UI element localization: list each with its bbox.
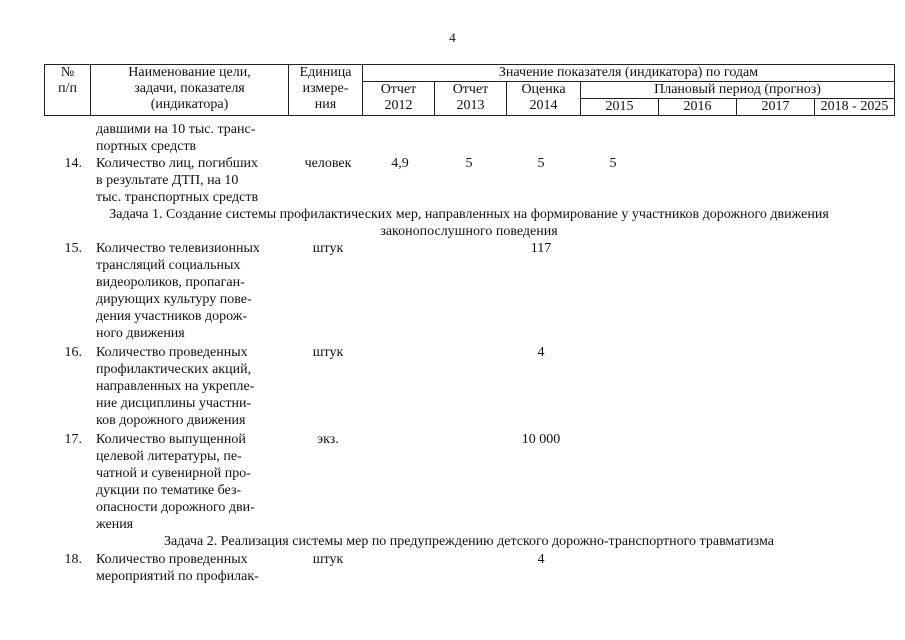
indicator-name: давшими на 10 тыс. транс- портных средств bbox=[96, 122, 256, 154]
unit: штук bbox=[312, 345, 344, 360]
header-2015: 2015 bbox=[581, 99, 659, 116]
indicator-name: Количество проведенных профилактических акций, направленных на укрепле- ние дисциплины участни- ков дорожного движения bbox=[96, 345, 255, 428]
value-2014: 5 bbox=[537, 156, 545, 171]
unit: человек bbox=[304, 156, 352, 171]
value-2012: 4,9 bbox=[391, 156, 409, 171]
header-values-by-year: Значение показателя (индикатора) по годам bbox=[363, 65, 895, 82]
task-heading: Задача 2. Реализация системы мер по предупреждению детского дорожно-транспортного травматизма bbox=[164, 534, 774, 549]
value-2013: 5 bbox=[465, 156, 473, 171]
unit: штук bbox=[312, 552, 344, 567]
row-number: 15. bbox=[64, 241, 82, 256]
header-2012: Отчет 2012 bbox=[363, 82, 435, 116]
header-2016: 2016 bbox=[659, 99, 737, 116]
row-number: 18. bbox=[64, 552, 82, 567]
indicator-name: Количество лиц, погибших в результате ДТП, на 10 тыс. транспортных средств bbox=[96, 156, 259, 205]
indicator-name: Количество телевизионных трансляций социальных видеороликов, пропаган- дирующих культуру пове- дения участников дорож- ного движения bbox=[96, 241, 260, 341]
row-number: 14. bbox=[64, 156, 82, 171]
table-header bbox=[44, 64, 895, 116]
header-2014: Оценка 2014 bbox=[507, 82, 581, 116]
indicator-name: Количество выпущенной целевой литературы, пе- чатной и сувенирной про- дукции по тематике без- опасности дорожного дви- жения bbox=[96, 432, 255, 532]
header-unit: Единица измере- ния bbox=[289, 65, 363, 116]
value-2014: 10 000 bbox=[521, 432, 561, 447]
value-2014: 117 bbox=[530, 241, 552, 256]
header-indicator-name: Наименование цели, задачи, показателя (индикатора) bbox=[91, 65, 289, 116]
header-2013: Отчет 2013 bbox=[435, 82, 507, 116]
header-2018-2025: 2018 - 2025 bbox=[815, 99, 895, 116]
page-number: 4 bbox=[449, 30, 456, 45]
value-2014: 4 bbox=[537, 345, 545, 360]
header-number: № п/п bbox=[45, 65, 91, 116]
value-2015: 5 bbox=[609, 156, 617, 171]
task-heading: Задача 1. Создание системы профилактических мер, направленных на формирование у участников дорожного движения законопослушного поведения bbox=[109, 207, 829, 239]
indicator-table bbox=[44, 64, 894, 584]
value-2014: 4 bbox=[537, 552, 545, 567]
indicator-name: Количество проведенных мероприятий по профилак- bbox=[96, 552, 259, 584]
header-planned-period: Плановый период (прогноз) bbox=[581, 82, 895, 99]
unit: экз. bbox=[317, 432, 339, 447]
header-2017: 2017 bbox=[737, 99, 815, 116]
row-number: 17. bbox=[64, 432, 82, 447]
row-number: 16. bbox=[64, 345, 82, 360]
unit: штук bbox=[312, 241, 344, 256]
